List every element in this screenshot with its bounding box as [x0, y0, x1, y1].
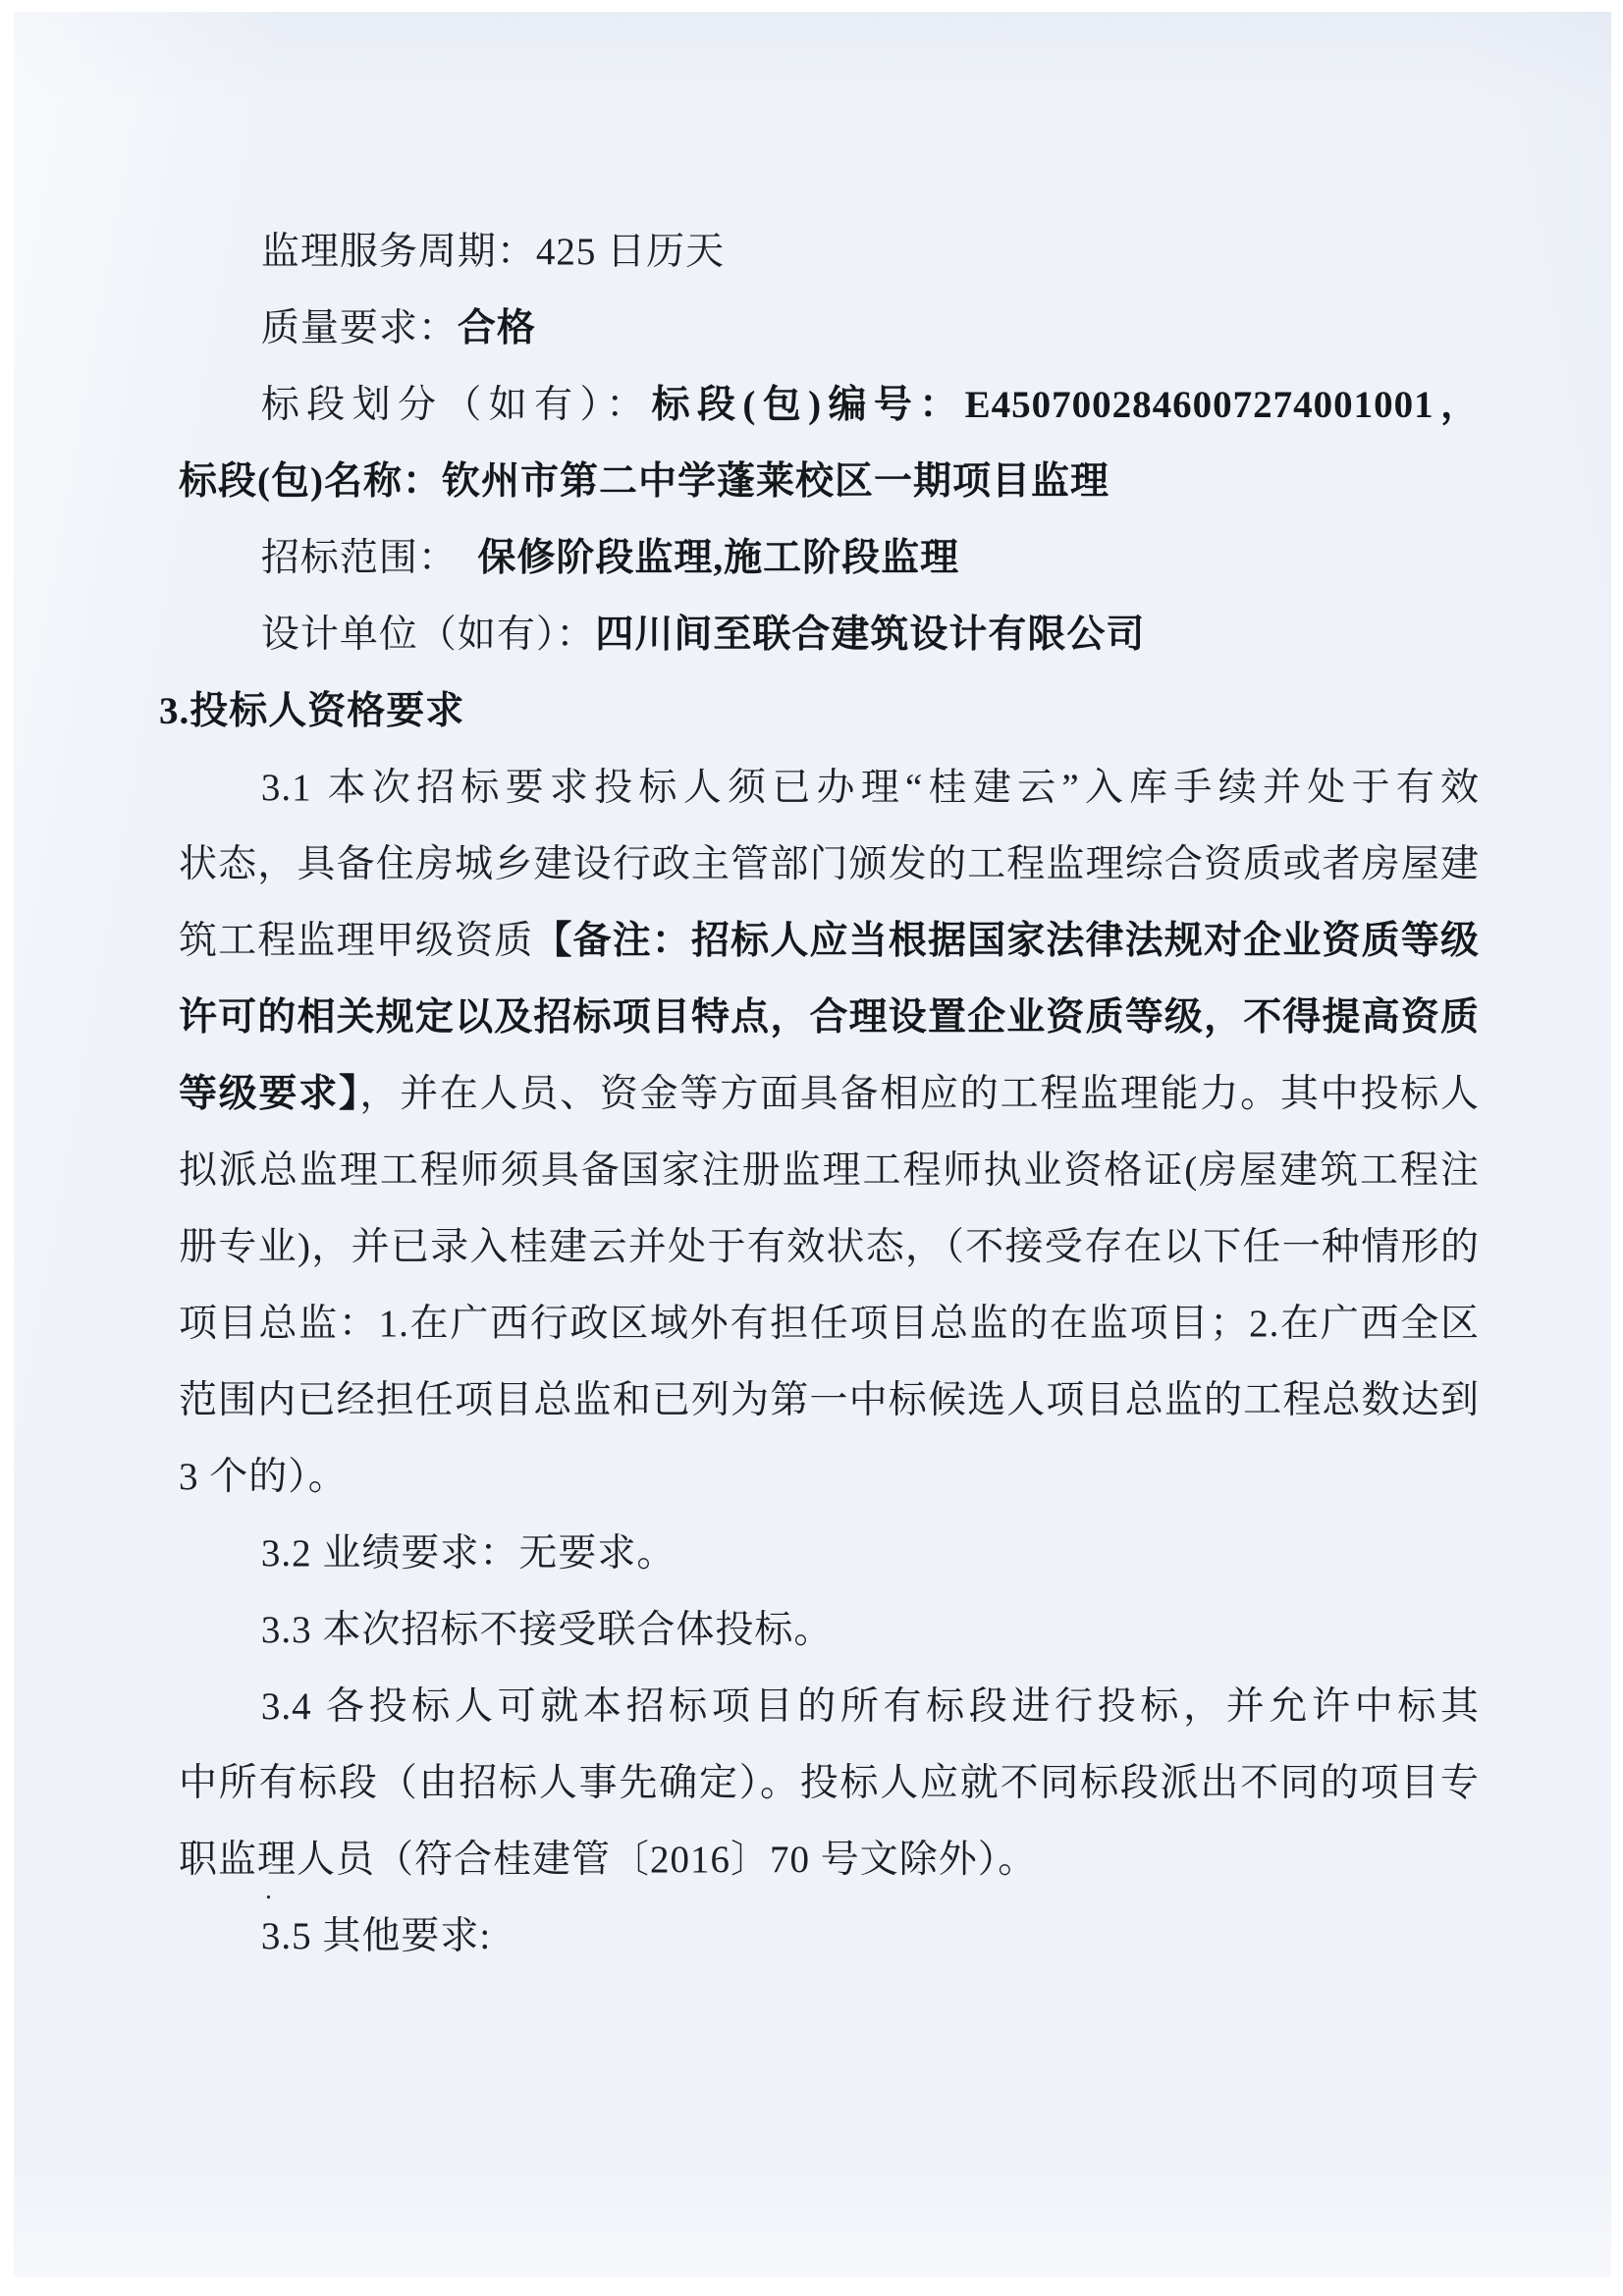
bold-text-run: 等级要求】: [179, 1073, 360, 1115]
bold-text-run: 3.投标人资格要求: [159, 690, 465, 732]
text-line: [179, 1822, 1480, 1898]
text-line: [179, 1439, 1480, 1516]
text-line: [179, 1209, 1480, 1286]
text-line: [179, 980, 1480, 1056]
text-line: [179, 1898, 1480, 1975]
section-heading: [159, 673, 1480, 750]
text-line: [179, 367, 1480, 444]
text-line: [179, 1056, 1480, 1133]
text-line: [179, 1133, 1480, 1209]
stray-dot-mark: .: [265, 1875, 272, 1905]
bold-text-run: 许可的相关规定以及招标项目特点，合理设置企业资质等级，不得提高资质: [179, 996, 1480, 1039]
text-line: [179, 597, 1480, 673]
document-text: [159, 214, 1480, 1975]
text-run: ，并在人员、资金等方面具备相应的工程监理能力。其中投标人: [359, 1073, 1480, 1115]
text-run: 设计单位（如有）：: [260, 614, 596, 656]
text-line: [179, 214, 1480, 291]
text-run: 3.2 业绩要求：无要求。: [260, 1532, 676, 1575]
text-run: 3.3 本次招标不接受联合体投标。: [260, 1609, 834, 1651]
bold-text-run: 合格: [457, 307, 536, 349]
scanned-page: [14, 12, 1611, 2277]
text-run: 监理服务周期：425 日历天: [260, 231, 726, 273]
text-run: 拟派总监理工程师须具备国家注册监理工程师执业资格证(房屋建筑工程注: [179, 1149, 1480, 1192]
text-line: [179, 827, 1480, 903]
text-line: [179, 1745, 1480, 1822]
text-run: 状态，具备住房城乡建设行政主管部门颁发的工程监理综合资质或者房屋建: [179, 843, 1480, 885]
bold-text-run: 四川间至联合建筑设计有限公司: [595, 614, 1146, 656]
text-run: 3.1 本次招标要求投标人须已办理“桂建云”入库手续并处于有效: [260, 767, 1480, 809]
text-line: [179, 903, 1480, 980]
text-run: 招标范围：: [260, 537, 478, 579]
text-line: [179, 1592, 1480, 1669]
text-line: [179, 1516, 1480, 1592]
text-line: [179, 291, 1480, 367]
text-run: 质量要求：: [260, 307, 458, 349]
text-run: 3.5 其他要求:: [260, 1915, 492, 1957]
text-line: [179, 520, 1480, 597]
bold-text-run: 标段(包)名称：钦州市第二中学蓬莱校区一期项目监理: [179, 460, 1109, 503]
text-line: [179, 1362, 1480, 1439]
text-run: 3.4 各投标人可就本招标项目的所有标段进行投标，并允许中标其: [260, 1685, 1480, 1728]
text-run: 范围内已经担任项目总监和已列为第一中标候选人项目总监的工程总数达到: [179, 1379, 1480, 1421]
text-line: [179, 1286, 1480, 1362]
text-run: 中所有标段（由招标人事先确定）。投标人应就不同标段派出不同的项目专: [179, 1762, 1480, 1804]
bold-text-run: 【备注：招标人应当根据国家法律法规对企业资质等级: [533, 920, 1480, 962]
text-line: [179, 1669, 1480, 1745]
text-run: 标段划分（如有）：: [260, 384, 652, 426]
text-run: 筑工程监理甲级资质: [179, 920, 534, 962]
bold-text-run: 标段(包)编号：E4507002846007274001001，: [651, 384, 1480, 426]
text-run: 3 个的）。: [179, 1456, 348, 1498]
text-line: [179, 444, 1480, 520]
bold-text-run: 保修阶段监理,施工阶段监理: [477, 537, 960, 579]
text-run: 册专业)，并已录入桂建云并处于有效状态，（不接受存在以下任一种情形的: [179, 1226, 1480, 1268]
text-line: [179, 750, 1480, 827]
text-run: 职监理人员（符合桂建管〔2016〕70 号文除外）。: [179, 1839, 1038, 1881]
text-run: 项目总监：1.在广西行政区域外有担任项目总监的在监项目；2.在广西全区: [179, 1303, 1480, 1345]
